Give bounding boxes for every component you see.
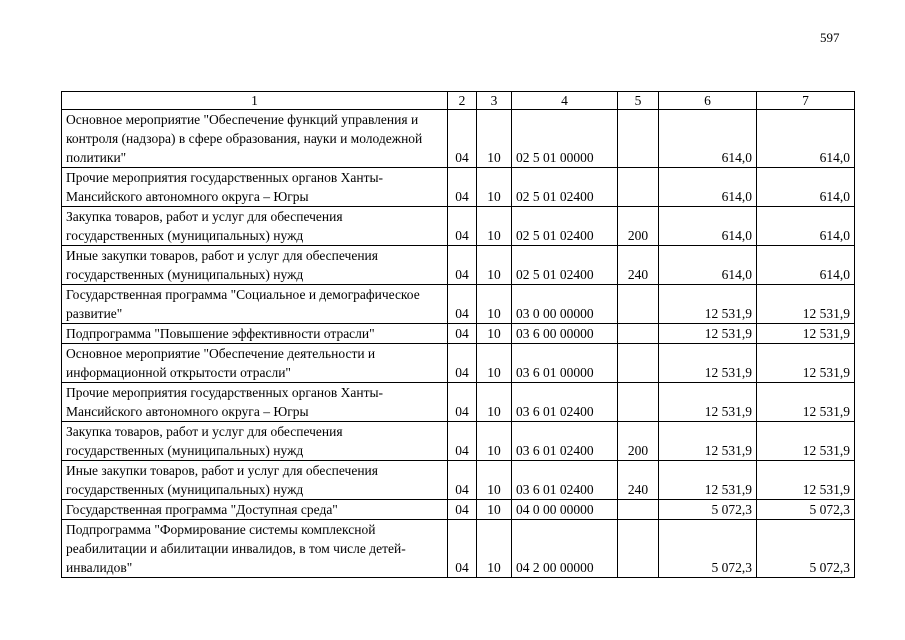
target-article-cell: 02 5 01 02400 xyxy=(512,168,618,207)
page-number: 597 xyxy=(820,30,840,45)
column-header: 7 xyxy=(757,92,855,110)
row-name-cell: Иные закупки товаров, работ и услуг для обеспечения государственных (муниципальных) нужд xyxy=(62,246,448,285)
section-cell: 04 xyxy=(448,461,477,500)
amount-year1-cell: 12 531,9 xyxy=(659,285,757,324)
amount-year2-cell: 614,0 xyxy=(757,207,855,246)
expense-type-cell: 200 xyxy=(618,422,659,461)
section-cell: 04 xyxy=(448,246,477,285)
column-header: 1 xyxy=(62,92,448,110)
section-cell: 04 xyxy=(448,344,477,383)
section-cell: 04 xyxy=(448,383,477,422)
amount-year1-cell: 614,0 xyxy=(659,246,757,285)
subsection-cell: 10 xyxy=(477,383,512,422)
amount-year1-cell: 12 531,9 xyxy=(659,383,757,422)
row-name-cell: Основное мероприятие "Обеспечение деятельности и информационной открытости отрасли" xyxy=(62,344,448,383)
subsection-cell: 10 xyxy=(477,500,512,520)
table-row xyxy=(62,422,855,461)
section-cell: 04 xyxy=(448,110,477,168)
column-header: 2 xyxy=(448,92,477,110)
subsection-cell: 10 xyxy=(477,344,512,383)
section-cell: 04 xyxy=(448,285,477,324)
amount-year2-cell: 12 531,9 xyxy=(757,324,855,344)
target-article-cell: 03 6 01 02400 xyxy=(512,422,618,461)
section-cell: 04 xyxy=(448,324,477,344)
expense-type-cell xyxy=(618,383,659,422)
subsection-cell: 10 xyxy=(477,207,512,246)
row-name-cell: Основное мероприятие "Обеспечение функций управления и контроля (надзора) в сфере образования, науки и молодежной политики" xyxy=(62,110,448,168)
column-header: 5 xyxy=(618,92,659,110)
row-name-cell: Прочие мероприятия государственных органов Ханты-Мансийского автономного округа – Югры xyxy=(62,383,448,422)
column-header: 3 xyxy=(477,92,512,110)
row-name-cell: Подпрограмма "Повышение эффективности отрасли" xyxy=(62,324,448,344)
target-article-cell: 03 6 01 02400 xyxy=(512,461,618,500)
expense-type-cell xyxy=(618,168,659,207)
budget-table xyxy=(61,91,855,578)
expense-type-cell xyxy=(618,110,659,168)
row-name-cell: Иные закупки товаров, работ и услуг для обеспечения государственных (муниципальных) нужд xyxy=(62,461,448,500)
expense-type-cell: 240 xyxy=(618,461,659,500)
target-article-cell: 04 2 00 00000 xyxy=(512,520,618,578)
amount-year1-cell: 12 531,9 xyxy=(659,461,757,500)
table-row xyxy=(62,500,855,520)
expense-type-cell xyxy=(618,324,659,344)
section-cell: 04 xyxy=(448,207,477,246)
subsection-cell: 10 xyxy=(477,520,512,578)
amount-year1-cell: 614,0 xyxy=(659,168,757,207)
table-row xyxy=(62,461,855,500)
amount-year2-cell: 12 531,9 xyxy=(757,383,855,422)
expense-type-cell: 200 xyxy=(618,207,659,246)
amount-year1-cell: 12 531,9 xyxy=(659,324,757,344)
row-name-cell: Подпрограмма "Формирование системы комплексной реабилитации и абилитации инвалидов, в том числе детей-инвалидов" xyxy=(62,520,448,578)
table-row xyxy=(62,285,855,324)
amount-year2-cell: 12 531,9 xyxy=(757,422,855,461)
expense-type-cell xyxy=(618,520,659,578)
subsection-cell: 10 xyxy=(477,285,512,324)
amount-year1-cell: 614,0 xyxy=(659,207,757,246)
row-name-cell: Государственная программа "Доступная среда" xyxy=(62,500,448,520)
header-row xyxy=(62,92,855,110)
amount-year1-cell: 12 531,9 xyxy=(659,422,757,461)
amount-year1-cell: 12 531,9 xyxy=(659,344,757,383)
section-cell: 04 xyxy=(448,168,477,207)
target-article-cell: 03 0 00 00000 xyxy=(512,285,618,324)
table-row xyxy=(62,324,855,344)
target-article-cell: 03 6 01 00000 xyxy=(512,344,618,383)
row-name-cell: Закупка товаров, работ и услуг для обеспечения государственных (муниципальных) нужд xyxy=(62,207,448,246)
amount-year2-cell: 5 072,3 xyxy=(757,520,855,578)
section-cell: 04 xyxy=(448,500,477,520)
table-row xyxy=(62,246,855,285)
table-row xyxy=(62,383,855,422)
column-header: 6 xyxy=(659,92,757,110)
row-name-cell: Государственная программа "Социальное и демографическое развитие" xyxy=(62,285,448,324)
subsection-cell: 10 xyxy=(477,168,512,207)
expense-type-cell: 240 xyxy=(618,246,659,285)
section-cell: 04 xyxy=(448,422,477,461)
target-article-cell: 03 6 00 00000 xyxy=(512,324,618,344)
table-row xyxy=(62,520,855,578)
amount-year1-cell: 5 072,3 xyxy=(659,520,757,578)
expense-type-cell xyxy=(618,344,659,383)
table-row xyxy=(62,168,855,207)
target-article-cell: 04 0 00 00000 xyxy=(512,500,618,520)
amount-year2-cell: 12 531,9 xyxy=(757,285,855,324)
amount-year2-cell: 5 072,3 xyxy=(757,500,855,520)
table-row xyxy=(62,110,855,168)
subsection-cell: 10 xyxy=(477,246,512,285)
amount-year2-cell: 614,0 xyxy=(757,168,855,207)
table-row xyxy=(62,344,855,383)
amount-year1-cell: 614,0 xyxy=(659,110,757,168)
table-body xyxy=(62,110,855,578)
target-article-cell: 02 5 01 02400 xyxy=(512,207,618,246)
subsection-cell: 10 xyxy=(477,461,512,500)
row-name-cell: Закупка товаров, работ и услуг для обеспечения государственных (муниципальных) нужд xyxy=(62,422,448,461)
amount-year2-cell: 12 531,9 xyxy=(757,461,855,500)
subsection-cell: 10 xyxy=(477,422,512,461)
table-row xyxy=(62,207,855,246)
target-article-cell: 03 6 01 02400 xyxy=(512,383,618,422)
subsection-cell: 10 xyxy=(477,324,512,344)
section-cell: 04 xyxy=(448,520,477,578)
row-name-cell: Прочие мероприятия государственных органов Ханты-Мансийского автономного округа – Югры xyxy=(62,168,448,207)
target-article-cell: 02 5 01 02400 xyxy=(512,246,618,285)
expense-type-cell xyxy=(618,285,659,324)
amount-year2-cell: 614,0 xyxy=(757,246,855,285)
column-header: 4 xyxy=(512,92,618,110)
subsection-cell: 10 xyxy=(477,110,512,168)
amount-year2-cell: 12 531,9 xyxy=(757,344,855,383)
amount-year1-cell: 5 072,3 xyxy=(659,500,757,520)
target-article-cell: 02 5 01 00000 xyxy=(512,110,618,168)
expense-type-cell xyxy=(618,500,659,520)
amount-year2-cell: 614,0 xyxy=(757,110,855,168)
